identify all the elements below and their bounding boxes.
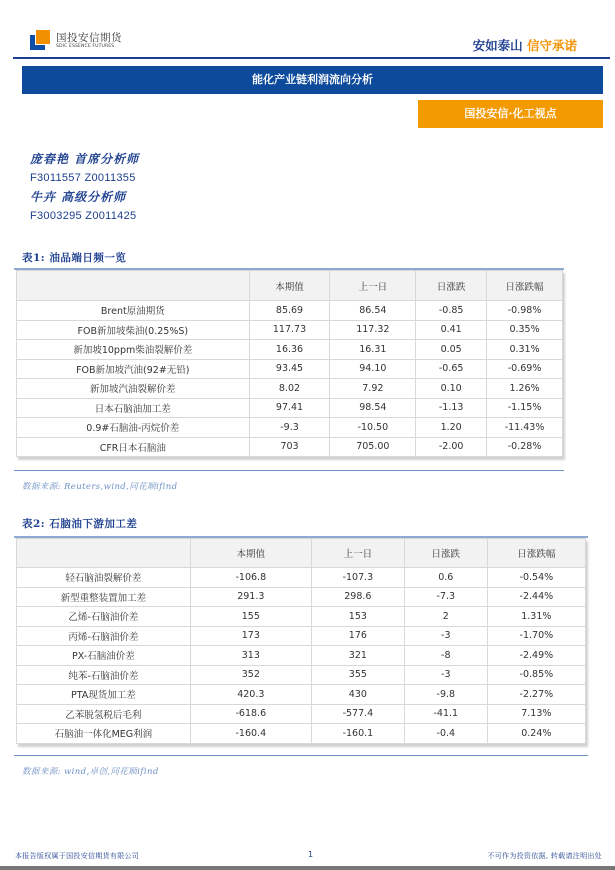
daily-change-pct: 0.35% bbox=[487, 320, 563, 340]
daily-change: -3 bbox=[404, 626, 487, 646]
previous-value: -10.50 bbox=[330, 418, 416, 438]
report-title: 能化产业链利润流向分析 bbox=[22, 66, 603, 94]
column-header: 上一日 bbox=[311, 539, 404, 568]
logo-mark-icon bbox=[30, 30, 50, 50]
row-label: 纯苯-石脑油价差 bbox=[17, 665, 191, 685]
current-value: 85.69 bbox=[249, 301, 330, 321]
analyst-list bbox=[30, 150, 139, 226]
current-value: 313 bbox=[190, 646, 311, 666]
footer-divider bbox=[0, 866, 615, 870]
table1-title: 表1: 油品端日频一览 bbox=[22, 252, 127, 264]
table-row bbox=[17, 587, 586, 607]
previous-value: 86.54 bbox=[330, 301, 416, 321]
daily-change: -0.4 bbox=[404, 724, 487, 744]
daily-change-pct: -0.54% bbox=[487, 568, 585, 588]
previous-value: 98.54 bbox=[330, 398, 416, 418]
row-label: 新加坡10ppm柴油裂解价差 bbox=[17, 340, 250, 360]
previous-value: 176 bbox=[311, 626, 404, 646]
copyright-notice: 本报告版权属于国投安信期货有限公司 bbox=[15, 852, 140, 860]
column-header: 日涨跌 bbox=[416, 271, 487, 301]
header-divider bbox=[13, 57, 610, 59]
daily-change: -2.00 bbox=[416, 437, 487, 457]
table-row bbox=[17, 398, 563, 418]
table-row bbox=[17, 418, 563, 438]
table1-source: 数据来源: Reuters,wind,同花顺ifind bbox=[22, 482, 178, 492]
column-header: 上一日 bbox=[330, 271, 416, 301]
analyst-license-ids: F3011557 Z0011355 bbox=[30, 172, 136, 184]
column-header: 本期值 bbox=[190, 539, 311, 568]
table-header-row bbox=[17, 271, 563, 301]
row-label: FOB新加坡汽油(92#无铅) bbox=[17, 359, 250, 379]
slogan bbox=[473, 36, 577, 54]
column-header: 本期值 bbox=[249, 271, 330, 301]
daily-change-pct: 7.13% bbox=[487, 704, 585, 724]
daily-change-pct: 0.24% bbox=[487, 724, 585, 744]
table-row bbox=[17, 685, 586, 705]
table-row bbox=[17, 437, 563, 457]
row-label: CFR日本石脑油 bbox=[17, 437, 250, 457]
table-row bbox=[17, 704, 586, 724]
daily-change: 0.41 bbox=[416, 320, 487, 340]
logo-english-name: SDIC ESSENCE FUTURES bbox=[56, 44, 115, 49]
daily-change: -0.85 bbox=[416, 301, 487, 321]
row-label: PX-石脑油价差 bbox=[17, 646, 191, 666]
row-label: 丙烯-石脑油价差 bbox=[17, 626, 191, 646]
daily-change: -7.3 bbox=[404, 587, 487, 607]
daily-change-pct: -0.69% bbox=[487, 359, 563, 379]
company-logo bbox=[30, 30, 140, 54]
disclaimer: 不可作为投资依据, 转载请注明出处 bbox=[487, 852, 602, 860]
previous-value: 16.31 bbox=[330, 340, 416, 360]
source-divider bbox=[14, 470, 564, 471]
column-header: 日涨跌幅 bbox=[487, 271, 563, 301]
row-label: PTA现货加工差 bbox=[17, 685, 191, 705]
daily-change: 1.20 bbox=[416, 418, 487, 438]
current-value: 8.02 bbox=[249, 379, 330, 399]
table-row bbox=[17, 626, 586, 646]
daily-change-pct: 1.26% bbox=[487, 379, 563, 399]
row-label: 日本石脑油加工差 bbox=[17, 398, 250, 418]
page-number: 1 bbox=[308, 850, 314, 859]
daily-change-pct: -1.70% bbox=[487, 626, 585, 646]
current-value: 173 bbox=[190, 626, 311, 646]
row-label: 轻石脑油裂解价差 bbox=[17, 568, 191, 588]
row-label: 0.9#石脑油-丙烷价差 bbox=[17, 418, 250, 438]
previous-value: 94.10 bbox=[330, 359, 416, 379]
row-label: Brent原油期货 bbox=[17, 301, 250, 321]
daily-change: 2 bbox=[404, 607, 487, 627]
slogan-part2: 信守承诺 bbox=[526, 38, 577, 53]
table-header-row bbox=[17, 539, 586, 568]
column-header: 日涨跌幅 bbox=[487, 539, 585, 568]
current-value: 352 bbox=[190, 665, 311, 685]
previous-value: 117.32 bbox=[330, 320, 416, 340]
daily-change: -8 bbox=[404, 646, 487, 666]
table-row bbox=[17, 320, 563, 340]
table2-title: 表2: 石脑油下游加工差 bbox=[22, 518, 138, 530]
table-row bbox=[17, 724, 586, 744]
daily-change-pct: -0.28% bbox=[487, 437, 563, 457]
daily-change-pct: -0.85% bbox=[487, 665, 585, 685]
row-label: FOB新加坡柴油(0.25%S) bbox=[17, 320, 250, 340]
table-row bbox=[17, 607, 586, 627]
daily-change: 0.10 bbox=[416, 379, 487, 399]
table-row bbox=[17, 379, 563, 399]
column-tag: 国投安信·化工视点 bbox=[418, 100, 603, 128]
current-value: -618.6 bbox=[190, 704, 311, 724]
daily-change: -41.1 bbox=[404, 704, 487, 724]
analyst-name: 庞春艳 首席分析师 bbox=[30, 152, 140, 166]
previous-value: 298.6 bbox=[311, 587, 404, 607]
daily-change: -1.13 bbox=[416, 398, 487, 418]
previous-value: 321 bbox=[311, 646, 404, 666]
slogan-part1: 安如泰山 bbox=[472, 38, 523, 53]
table-row bbox=[17, 301, 563, 321]
row-label: 新型重整装置加工差 bbox=[17, 587, 191, 607]
previous-value: 355 bbox=[311, 665, 404, 685]
logo-chinese-name: 国投安信期货 bbox=[56, 32, 122, 44]
table-row bbox=[17, 665, 586, 685]
page-header bbox=[0, 0, 615, 62]
source-divider bbox=[14, 755, 588, 756]
daily-change-pct: -2.27% bbox=[487, 685, 585, 705]
column-header: 日涨跌 bbox=[404, 539, 487, 568]
current-value: 97.41 bbox=[249, 398, 330, 418]
previous-value: -577.4 bbox=[311, 704, 404, 724]
daily-change-pct: 0.31% bbox=[487, 340, 563, 360]
previous-value: -160.1 bbox=[311, 724, 404, 744]
current-value: 117.73 bbox=[249, 320, 330, 340]
column-header bbox=[17, 539, 191, 568]
row-label: 新加坡汽油裂解价差 bbox=[17, 379, 250, 399]
daily-change-pct: -11.43% bbox=[487, 418, 563, 438]
previous-value: 7.92 bbox=[330, 379, 416, 399]
table-row bbox=[17, 568, 586, 588]
row-label: 石脑油一体化MEG利润 bbox=[17, 724, 191, 744]
current-value: 93.45 bbox=[249, 359, 330, 379]
daily-change: -0.65 bbox=[416, 359, 487, 379]
current-value: 703 bbox=[249, 437, 330, 457]
current-value: -9.3 bbox=[249, 418, 330, 438]
previous-value: 153 bbox=[311, 607, 404, 627]
analyst-license-ids: F3003295 Z0011425 bbox=[30, 210, 137, 222]
previous-value: 705.00 bbox=[330, 437, 416, 457]
row-label: 乙烯-石脑油价差 bbox=[17, 607, 191, 627]
table-row bbox=[17, 340, 563, 360]
daily-change-pct: -1.15% bbox=[487, 398, 563, 418]
current-value: 291.3 bbox=[190, 587, 311, 607]
daily-change-pct: 1.31% bbox=[487, 607, 585, 627]
daily-change: 0.6 bbox=[404, 568, 487, 588]
table2-source: 数据来源: wind,卓创,同花顺ifind bbox=[22, 767, 159, 777]
table-row bbox=[17, 359, 563, 379]
previous-value: -107.3 bbox=[311, 568, 404, 588]
analyst-name: 牛卉 高级分析师 bbox=[30, 190, 127, 204]
current-value: 420.3 bbox=[190, 685, 311, 705]
daily-change-pct: -2.44% bbox=[487, 587, 585, 607]
row-label: 乙苯脱氢税后毛利 bbox=[17, 704, 191, 724]
daily-change-pct: -0.98% bbox=[487, 301, 563, 321]
daily-change: 0.05 bbox=[416, 340, 487, 360]
column-header bbox=[17, 271, 250, 301]
current-value: 155 bbox=[190, 607, 311, 627]
previous-value: 430 bbox=[311, 685, 404, 705]
current-value: -160.4 bbox=[190, 724, 311, 744]
daily-change: -9.8 bbox=[404, 685, 487, 705]
current-value: -106.8 bbox=[190, 568, 311, 588]
daily-change: -3 bbox=[404, 665, 487, 685]
table-row bbox=[17, 646, 586, 666]
daily-change-pct: -2.49% bbox=[487, 646, 585, 666]
current-value: 16.36 bbox=[249, 340, 330, 360]
